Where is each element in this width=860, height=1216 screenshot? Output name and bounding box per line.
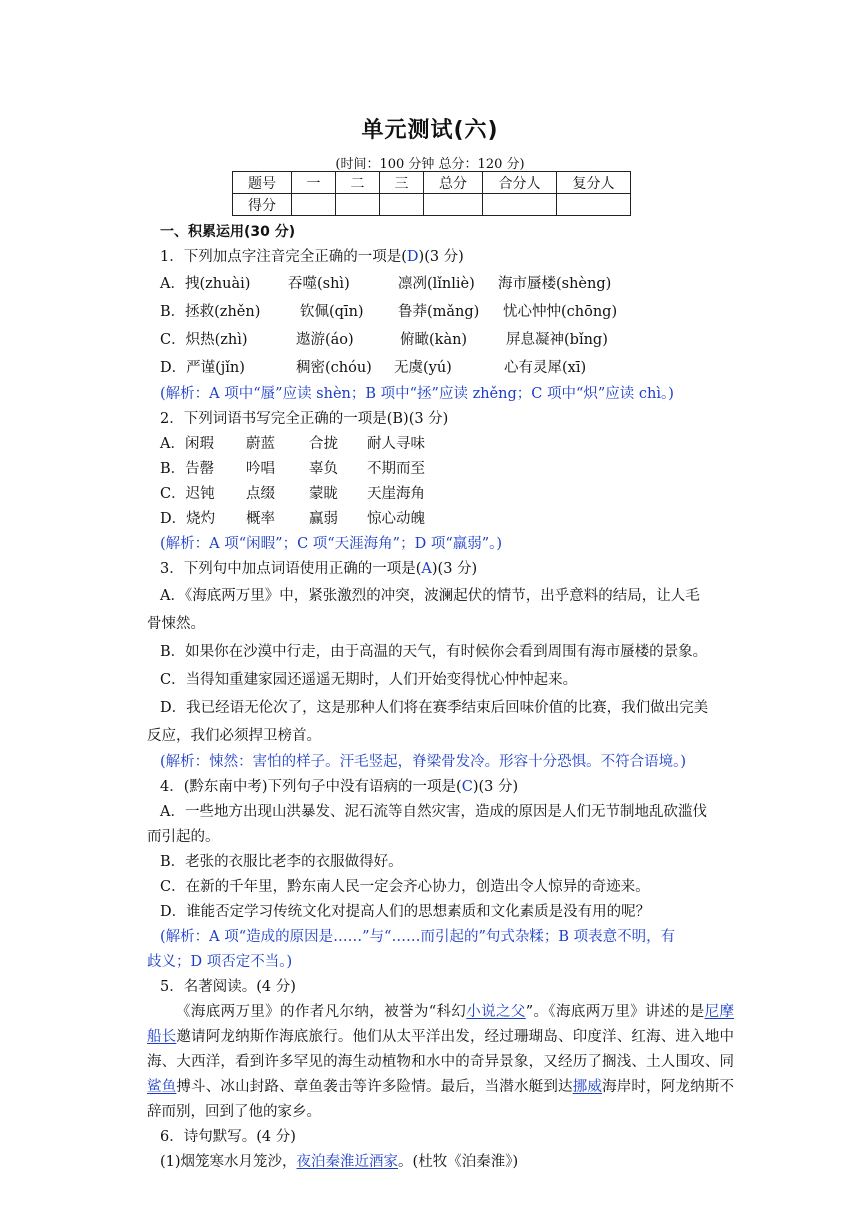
score-header-cell: 题号 [233,172,292,194]
q2-option-d: D．烧灼 [160,511,216,527]
q2-word: 概率 [246,511,275,527]
score-table-score-row [233,194,631,216]
question-content [147,220,734,1175]
fill-answer: 挪威 [572,1079,603,1095]
q4-option-d: D．谁能否定学习传统文化对提高人们的思想素质和文化素质是没有用的呢？ [160,904,651,920]
q1-word: 俯瞰(kàn) [400,332,468,348]
q2-option-row [160,482,734,507]
q2-word: 蔚蓝 [246,436,275,452]
q6-line-1 [160,1150,734,1175]
fill-answer: 夜泊秦淮近酒家 [296,1154,399,1170]
score-row-label: 得分 [233,194,292,216]
q1-word: 钦佩(qīn) [300,304,364,320]
q4-option-c: C．在新的千年里，黔东南人民一定会齐心协力，创造出令人惊异的奇迹来。 [160,879,650,895]
q2-word: 天崖海角 [367,486,425,502]
score-cell [424,194,483,216]
q4-option-a: A．一些地方出现山洪暴发、泥石流等自然灾害，造成的原因是人们无节制地乱砍滥伐 [160,804,707,820]
q3-option-a: A．《海底两万里》中，紧张激烈的冲突，波澜起伏的情节，出乎意料的结局，让人毛 [160,588,700,604]
score-table-header-row [233,172,631,194]
page-title: 单元测试(六) [361,118,499,143]
question-3-stem [160,557,734,582]
q1-option-a: A．拽(zhuài) [160,276,251,292]
score-cell [292,194,336,216]
passage-text: 海岸时，阿龙纳斯不辞而别，回到了他的家乡。 [147,1079,734,1120]
q1-word: 无虞(yú) [394,360,452,376]
score-header-cell: 合分人 [483,172,557,194]
stem-text: 1．下列加点字注音完全正确的一项是( [160,249,407,265]
q3-option-b: B．如果你在沙漠中行走，由于高温的天气，有时候你会看到周围有海市蜃楼的景象。 [160,644,708,660]
q2-option-row [160,457,734,482]
q1-option-row [160,298,734,326]
passage-text: 搏斗、冰山封路、章鱼袭击等许多险情。最后，当潜水艇到达 [176,1079,573,1095]
answer-text: C [461,779,473,795]
score-header-cell: 一 [292,172,336,194]
stem-text: )(3 分) [418,249,464,265]
passage-text: 邀请阿龙纳斯作海底旅行。他们从太平洋出发，经过珊瑚岛、印度洋、红海、进入地中海、大西洋，看到许多罕见的海生动植物和水中的奇异景象，又经历了搁浅、土人围攻、同 [147,1029,734,1070]
q4-analysis-cont: 歧义；D 项否定不当。) [147,954,293,970]
poem-text: (1)烟笼寒水月笼沙， [160,1154,297,1170]
q1-option-row [160,270,734,298]
question-1-stem [160,245,734,270]
q2-word: 合拢 [309,436,338,452]
q2-option-c: C．迟钝 [160,486,215,502]
q5-passage [147,1000,734,1125]
q2-option-row [160,507,734,532]
q1-option-row [160,354,734,382]
answer-text: A [421,561,432,577]
q4-option-a-cont: 而引起的。 [147,829,220,845]
q3-option-a-cont: 骨悚然。 [147,616,205,632]
score-cell [483,194,557,216]
stem-text: )(3 分) [431,561,478,577]
q2-word: 吟唱 [246,461,275,477]
q2-option-a: A．闲瑕 [160,436,214,452]
score-header-cell: 复分人 [557,172,631,194]
q2-word: 蒙眬 [309,486,338,502]
score-cell [380,194,424,216]
stem-text: )(3 分) [472,779,519,795]
answer-text: D [406,249,419,265]
q2-option-row [160,432,734,457]
passage-text: ”。《海底两万里》讲述的是 [525,1004,705,1020]
q2-word: 辜负 [309,461,338,477]
q2-word: 耐人寻味 [367,436,425,452]
q1-option-row [160,326,734,354]
q4-option-b: B．老张的衣服比老李的衣服做得好。 [160,854,403,870]
score-header-cell: 三 [380,172,424,194]
q1-word: 稠密(chóu) [296,360,372,376]
q3-option-c: C．当得知重建家园还遥遥无期时，人们开始变得忧心忡忡起来。 [160,672,578,688]
stem-text: 3．下列句中加点词语使用正确的一项是( [160,561,422,577]
q1-option-c: C．炽热(zhì) [160,332,248,348]
q1-analysis: (解析：A 项中“蜃”应读 shèn；B 项中“拯”应读 zhěng；C 项中“炽”应读 chì。) [160,386,674,402]
q3-analysis: (解析：悚然：害怕的样子。汗毛竖起，脊梁骨发冷。形容十分恐惧。不符合语境。) [160,754,687,770]
passage-text: 《海底两万里》的作者凡尔纳，被誉为“科幻 [176,1004,467,1020]
q1-option-d: D．严谨(jǐn) [160,360,245,376]
question-6-stem: 6．诗句默写。(4 分) [160,1129,296,1145]
poem-text: 。(杜牧《泊秦淮》) [398,1154,519,1170]
q2-word: 不期而至 [367,461,425,477]
score-cell [557,194,631,216]
score-table [232,171,631,216]
q2-analysis: (解析：A 项“闲暇”；C 项“天涯海角”；D 项“羸弱”。) [160,536,503,552]
fill-answer: 小说之父 [466,1004,526,1020]
fill-answer: 尼摩船长 [147,1004,734,1045]
q1-option-b: B．拯救(zhěn) [160,304,261,320]
score-cell [336,194,380,216]
q1-word: 屏息凝神(bǐng) [506,332,608,348]
section-heading: 一、积累运用(30 分) [160,224,296,240]
q1-word: 遨游(áo) [296,332,354,348]
q2-word: 点缀 [246,486,275,502]
question-2-stem: 2．下列词语书写完全正确的一项是(B)(3 分) [160,411,449,427]
score-header-cell: 二 [336,172,380,194]
q2-option-b: B．告罄 [160,461,215,477]
q1-word: 忧心忡忡(chōng) [503,304,618,320]
q2-word: 赢弱 [309,511,338,527]
score-header-cell: 总分 [424,172,483,194]
q1-word: 鲁莽(mǎng) [398,304,480,320]
q2-word: 惊心动魄 [367,511,425,527]
q3-option-d: D．我已经语无伦次了，这是那种人们将在赛季结束后回味价值的比赛，我们做出完美 [160,700,709,716]
fill-answer: 鲨鱼 [147,1079,177,1095]
q1-word: 海市蜃楼(shèng) [498,276,612,292]
exam-info: (时间：100 分钟 总分：120 分) [335,157,525,172]
q3-option-d-cont: 反应，我们必须捍卫榜首。 [147,728,321,744]
q1-word: 凛冽(lǐnliè) [398,276,475,292]
q4-analysis: (解析：A 项“造成的原因是……”与“……而引起的”句式杂糅；B 项表意不明，有 [160,929,676,945]
question-4-stem [160,775,734,800]
stem-text: 4．(黔东南中考)下列句子中没有语病的一项是( [160,779,462,795]
question-5-stem: 5．名著阅读。(4 分) [160,979,296,995]
q1-word: 吞噬(shì) [288,276,350,292]
q1-word: 心有灵犀(xī) [504,360,587,376]
